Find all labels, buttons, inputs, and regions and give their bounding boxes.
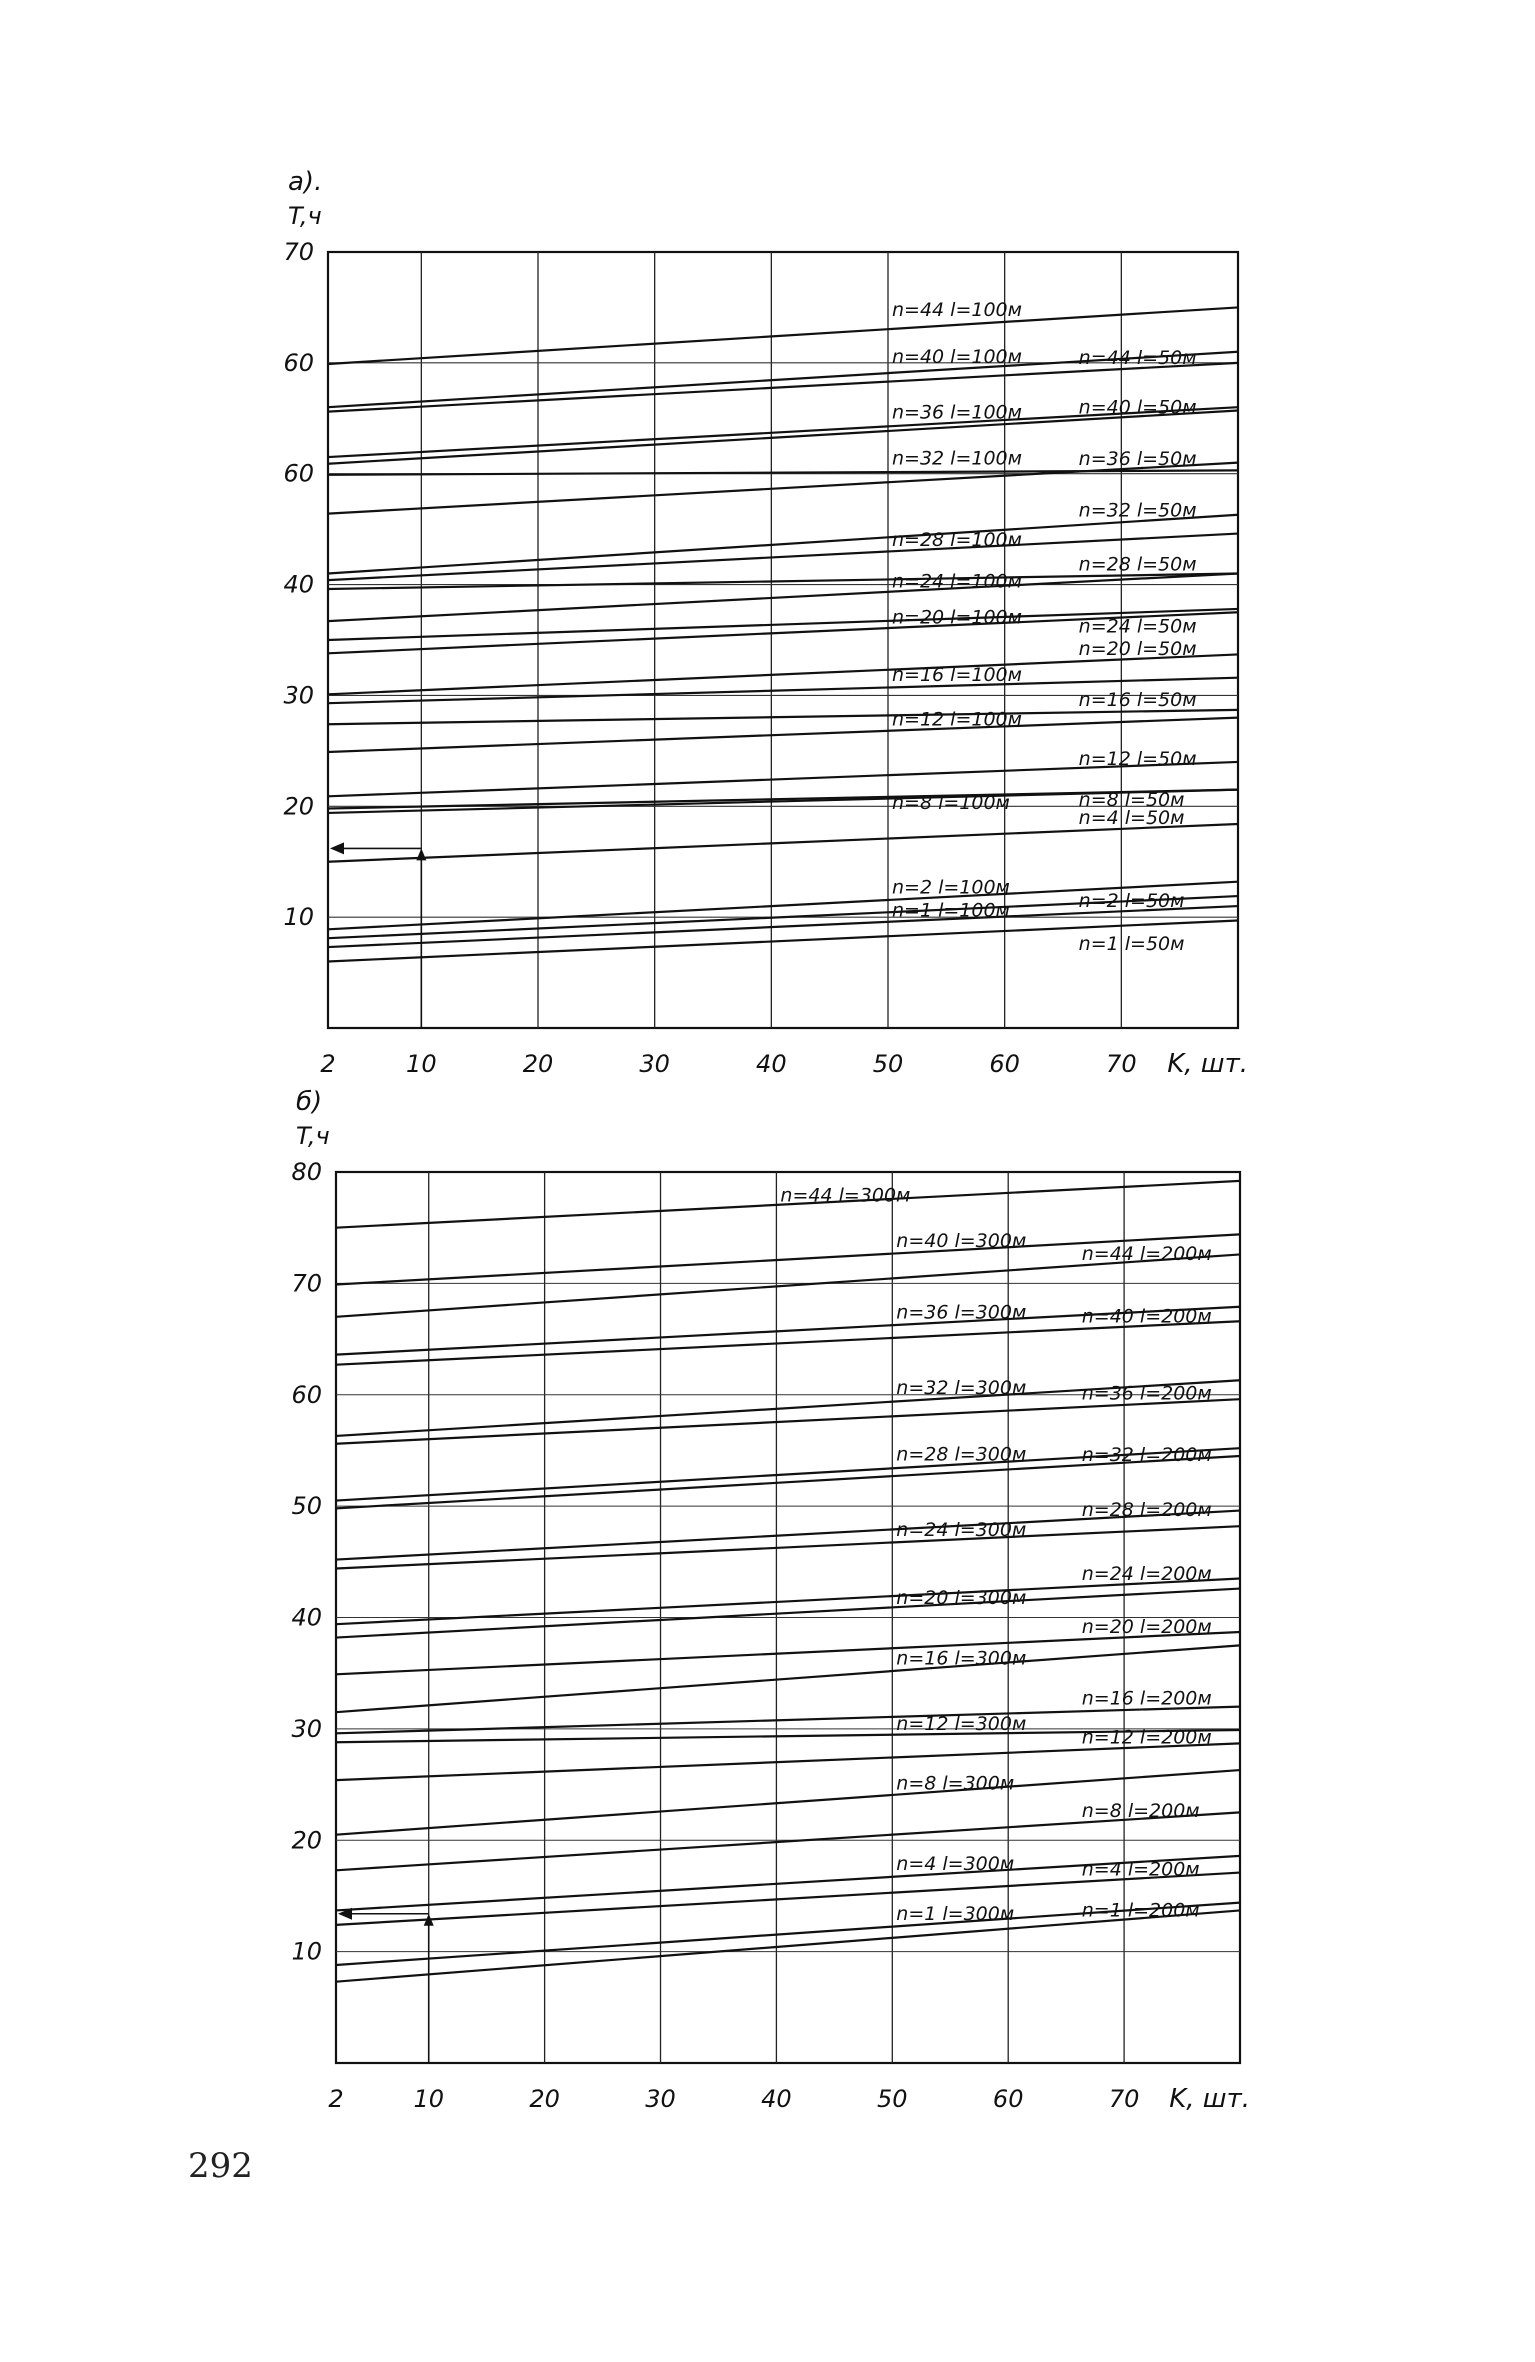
series-label: n=8 l=50м: [1078, 789, 1185, 812]
series-label: n=32 l=100м: [892, 447, 1022, 470]
x-tick-label: 50: [877, 2085, 908, 2113]
y-tick-label: 10: [291, 1937, 322, 1966]
series-label: n=40 l=50м: [1078, 396, 1197, 419]
series-label: n=32 l=200м: [1081, 1443, 1212, 1466]
series-label: n=32 l=50м: [1078, 499, 1197, 522]
x-tick-label: 70: [1108, 2085, 1140, 2113]
series-label: n=36 l=300м: [896, 1301, 1027, 1324]
x-tick-label: 40: [761, 2085, 792, 2113]
series-label: n=32 l=300м: [896, 1376, 1027, 1399]
series-line: [336, 1399, 1240, 1444]
y-axis-label: T,ч: [288, 202, 322, 230]
series-label: n=24 l=100м: [892, 570, 1022, 593]
series-label: n=16 l=100м: [892, 663, 1022, 686]
series-label: n=40 l=200м: [1081, 1305, 1212, 1328]
reference-arrow-left: [330, 842, 344, 854]
series-label: n=2 l=100м: [892, 876, 1010, 899]
series-label: n=12 l=100м: [892, 708, 1022, 731]
x-tick-label: 20: [522, 1050, 554, 1078]
series-label: n=44 l=300м: [780, 1184, 911, 1207]
series-label: n=24 l=50м: [1078, 615, 1197, 638]
series-label: n=20 l=300м: [896, 1587, 1027, 1610]
series-label: n=20 l=200м: [1081, 1615, 1212, 1638]
y-tick-label: 60: [283, 348, 314, 377]
series-label: n=44 l=200м: [1081, 1243, 1212, 1266]
x-tick-label: 70: [1106, 1050, 1137, 1078]
x-tick-label: 10: [413, 2085, 444, 2113]
series-line: [328, 824, 1238, 862]
series-label: n=12 l=200м: [1081, 1726, 1212, 1749]
series-label: n=4 l=50м: [1078, 807, 1185, 830]
y-tick-label: 60: [291, 1380, 322, 1409]
series-label: n=36 l=100м: [892, 401, 1022, 424]
x-tick-label: 60: [992, 2085, 1024, 2113]
y-tick-label: 50: [291, 1492, 322, 1521]
reference-arrow-up: [416, 848, 426, 860]
series-label: n=12 l=300м: [896, 1713, 1027, 1736]
series-label: n=4 l=300м: [896, 1853, 1015, 1876]
series-label: n=1 l=50м: [1078, 933, 1185, 956]
x-axis-label: K, шт.: [1169, 2084, 1250, 2114]
y-tick-label: 70: [291, 1269, 322, 1298]
series-label: n=28 l=300м: [896, 1443, 1027, 1466]
x-tick-label: 30: [645, 2085, 676, 2113]
x-tick-label: 10: [406, 1050, 437, 1078]
series-label: n=44 l=50м: [1078, 346, 1197, 369]
series-line: [336, 1743, 1240, 1780]
chart-b: [291, 1087, 1250, 2114]
series-label: n=8 l=300м: [896, 1772, 1015, 1795]
series-label: n=8 l=200м: [1081, 1800, 1200, 1823]
x-tick-label: 40: [756, 1050, 787, 1078]
series-label: n=36 l=50м: [1078, 448, 1197, 471]
y-tick-label: 30: [291, 1714, 322, 1743]
series-line: [336, 1632, 1240, 1674]
y-tick-label: 40: [291, 1603, 322, 1632]
y-tick-label: 20: [291, 1826, 322, 1855]
x-tick-label: 20: [529, 2085, 560, 2113]
y-axis-label: T,ч: [296, 1122, 330, 1150]
panel-label: б): [296, 1087, 323, 1117]
y-tick-label: 70: [283, 238, 314, 266]
series-label: n=16 l=200м: [1081, 1687, 1212, 1710]
chart-a: [283, 167, 1248, 1079]
page-number: 292: [188, 2146, 253, 2186]
series-label: n=44 l=100м: [892, 298, 1022, 321]
series-label: n=16 l=300м: [896, 1647, 1027, 1670]
y-tick-label: 30: [283, 681, 314, 710]
y-tick-label: 20: [283, 792, 314, 821]
series-label: n=4 l=200м: [1081, 1858, 1200, 1881]
series-label: n=24 l=300м: [896, 1518, 1027, 1541]
series-label: n=20 l=100м: [892, 606, 1022, 629]
series-label: n=28 l=200м: [1081, 1499, 1212, 1522]
series-label: n=8 l=100м: [892, 792, 1010, 815]
series-line: [336, 1321, 1240, 1364]
series-label: n=40 l=300м: [896, 1229, 1027, 1252]
series-label: n=28 l=100м: [892, 528, 1022, 551]
y-tick-label: 60: [283, 459, 314, 488]
x-tick-label: 2: [320, 1050, 336, 1078]
series-label: n=12 l=50м: [1078, 747, 1197, 770]
series-label: n=36 l=200м: [1081, 1382, 1212, 1405]
x-tick-label: 30: [639, 1050, 670, 1078]
series-label: n=2 l=50м: [1078, 889, 1185, 912]
x-axis-label: K, шт.: [1167, 1049, 1248, 1079]
series-label: n=1 l=200м: [1081, 1899, 1200, 1922]
y-tick-label: 80: [291, 1158, 322, 1186]
series-label: n=24 l=200м: [1081, 1563, 1212, 1586]
series-label: n=16 l=50м: [1078, 688, 1197, 711]
series-label: n=1 l=100м: [892, 899, 1010, 922]
y-tick-label: 40: [283, 570, 314, 599]
panel-label: а).: [288, 167, 323, 197]
series-label: n=1 l=300м: [896, 1902, 1015, 1925]
series-label: n=40 l=100м: [892, 346, 1022, 369]
x-tick-label: 50: [872, 1050, 904, 1078]
series-label: n=20 l=50м: [1078, 637, 1197, 660]
series-label: n=28 l=50м: [1078, 553, 1197, 576]
y-tick-label: 10: [283, 903, 314, 932]
x-tick-label: 60: [989, 1050, 1020, 1078]
x-tick-label: 2: [328, 2085, 344, 2113]
